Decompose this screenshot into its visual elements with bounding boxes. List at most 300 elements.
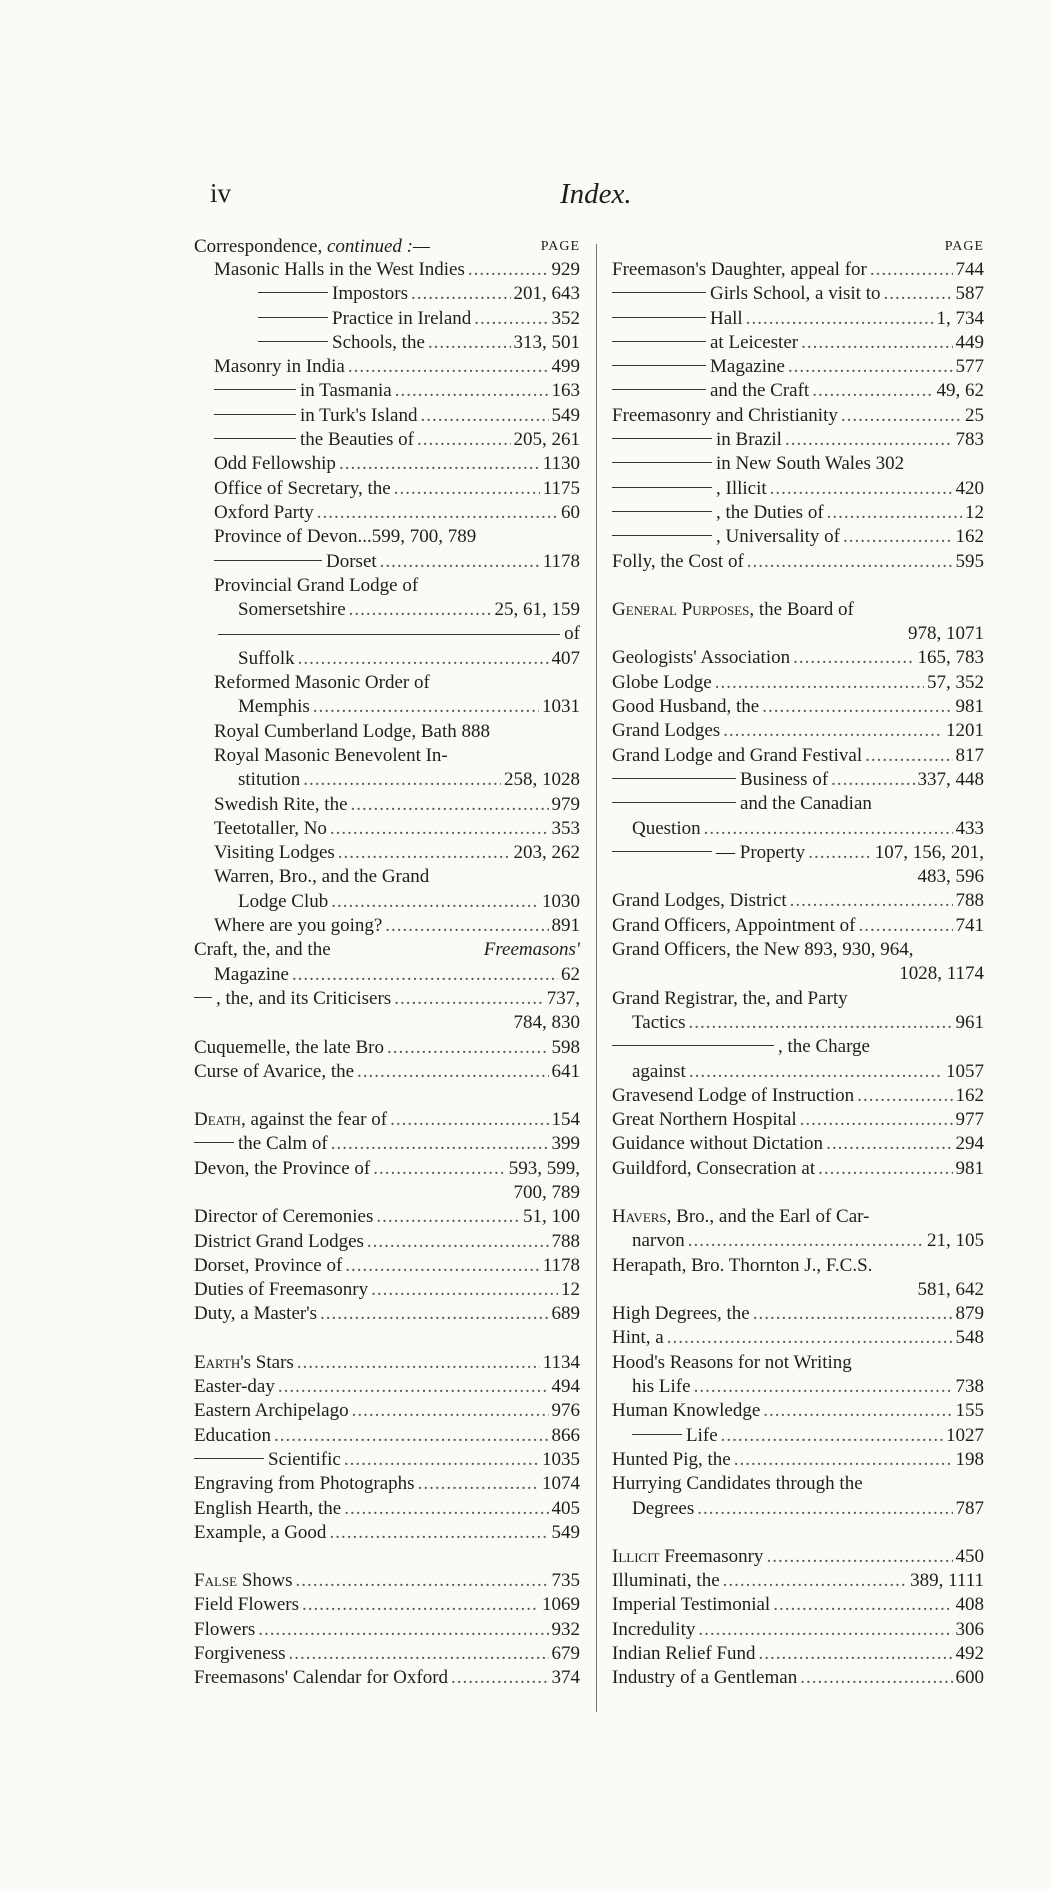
entry-text: Good Husband, the (612, 696, 760, 718)
index-entry (612, 768, 984, 792)
dot-leader (349, 598, 492, 622)
entry-text: Cuquemelle, the late Bro (194, 1036, 384, 1058)
entry-text: Royal Cumberland Lodge, Bath 888 (214, 720, 490, 742)
entry-page: 1031 (542, 696, 580, 718)
index-entry (612, 452, 984, 476)
index-entry (194, 1642, 580, 1666)
index-entry (194, 1230, 580, 1254)
dot-leader (351, 793, 549, 817)
index-entry (612, 671, 984, 695)
entry-text: Eastern Archipelago (194, 1400, 349, 1422)
entry-text: Grand Officers, the New 893, 930, 964, (612, 939, 914, 961)
entry-page: 352 (551, 307, 580, 329)
entry-text: Hall (612, 307, 743, 331)
index-entry (612, 1666, 984, 1690)
entry-page: 932 (551, 1618, 580, 1640)
dot-leader (468, 258, 549, 282)
entry-page: 201, 643 (513, 283, 580, 305)
dot-leader (818, 1157, 952, 1181)
dot-leader (331, 1132, 549, 1156)
index-entry (194, 695, 580, 719)
entry-page: 1175 (542, 477, 580, 499)
entry-page: 1074 (542, 1473, 580, 1495)
entry-text: Teetotaller, No (214, 817, 327, 839)
page-label: PAGE (944, 239, 984, 254)
index-entry (194, 1472, 580, 1496)
entry-page: 679 (551, 1643, 580, 1665)
dot-leader (394, 477, 540, 501)
entry-page: 788 (955, 890, 984, 912)
dot-leader (418, 1472, 539, 1496)
dot-leader (883, 282, 952, 306)
entry-text: Freemasons' Calendar for Oxford (194, 1667, 449, 1689)
index-entry (612, 379, 984, 403)
entry-text: in Turk's Island (214, 404, 417, 428)
entry-text: Where are you going? (214, 915, 383, 937)
dot-leader (667, 1326, 953, 1350)
column-header (194, 236, 580, 258)
index-entry (612, 477, 984, 501)
dot-leader (689, 1060, 943, 1084)
entry-page: 57, 352 (927, 671, 984, 693)
entry-page: 165, 783 (917, 647, 984, 669)
entry-text: Duties of Freemasonry (194, 1279, 369, 1301)
ditto-dash (612, 851, 712, 852)
entry-text: narvon (632, 1230, 685, 1252)
entry-text: Business of (612, 768, 828, 792)
entry-page: 353 (551, 817, 580, 839)
ditto-dash (214, 438, 296, 439)
entry-text: Earth's Stars (194, 1351, 294, 1373)
dot-leader (296, 1569, 549, 1593)
entry-text: and the Craft (612, 379, 809, 403)
entry-text: Degrees (632, 1497, 695, 1519)
entry-page: 306 (955, 1618, 984, 1640)
index-entry (612, 550, 984, 574)
dot-leader (357, 1060, 548, 1084)
index-entry (612, 1302, 984, 1326)
entry-text: Warren, Bro., and the Grand (214, 866, 430, 888)
dot-leader (345, 1254, 539, 1278)
entry-text: Industry of a Gentleman (612, 1667, 798, 1689)
entry-text: and the Canadian (612, 792, 872, 816)
ditto-dash (612, 389, 706, 390)
dot-leader (788, 355, 953, 379)
index-entry (612, 1278, 984, 1302)
entry-page: 205, 261 (513, 429, 580, 451)
entry-page: 879 (955, 1303, 984, 1325)
index-entry (194, 258, 580, 282)
index-entry (612, 987, 984, 1011)
index-entry (194, 817, 580, 841)
entry-text: Forgiveness (194, 1643, 286, 1665)
index-entry (612, 889, 984, 913)
entry-text: Somersetshire (238, 599, 346, 621)
entry-text: Devon, the Province of (194, 1157, 371, 1179)
dot-leader (348, 355, 549, 379)
entry-page: 548 (955, 1327, 984, 1349)
entry-page: 598 (551, 1036, 580, 1058)
dot-leader (373, 1157, 506, 1181)
dot-leader (801, 331, 952, 355)
entry-page: 294 (955, 1133, 984, 1155)
entry-page: 21, 105 (927, 1230, 984, 1252)
index-entry (612, 1497, 984, 1521)
index-entry (194, 744, 580, 768)
entry-text: Freemason's Daughter, appeal for (612, 259, 867, 280)
entry-page: 735 (551, 1570, 580, 1592)
ditto-dash (612, 511, 712, 512)
index-entry (194, 963, 580, 987)
entry-text: Magazine (612, 355, 785, 379)
dot-leader (766, 1545, 952, 1569)
dot-leader (697, 1497, 952, 1521)
entry-page: 1201 (946, 720, 984, 742)
index-entry (612, 1472, 984, 1496)
index-column-left (194, 236, 580, 1691)
entry-page: 62 (561, 963, 580, 985)
index-entry (612, 1060, 984, 1084)
index-entry (194, 1593, 580, 1617)
entry-text: Guildford, Consecration at (612, 1157, 816, 1179)
index-entry (194, 1011, 580, 1035)
entry-page: 494 (551, 1376, 580, 1398)
index-entry (612, 525, 984, 549)
index-entry (612, 817, 984, 841)
index-entry (194, 331, 580, 355)
page-number: iv (210, 178, 232, 208)
entry-page: 155 (955, 1400, 984, 1422)
index-entry (194, 914, 580, 938)
index-entry (612, 841, 984, 865)
entry-page: 866 (551, 1424, 580, 1446)
index-entry (194, 428, 580, 452)
dot-leader (297, 1351, 540, 1375)
entry-text: Indian Relief Fund (612, 1643, 756, 1665)
dot-leader (858, 914, 952, 938)
entry-page: 1178 (542, 1254, 580, 1276)
entry-page: 499 (551, 356, 580, 378)
entry-text: against (632, 1060, 686, 1082)
index-entry (194, 1254, 580, 1278)
dot-leader (292, 963, 558, 987)
entry-text: Dorset, Province of (194, 1254, 343, 1276)
entry-page: 25, 61, 159 (494, 599, 580, 621)
entry-page: 1057 (946, 1060, 984, 1082)
index-entry (612, 307, 984, 331)
index-entry (612, 1618, 984, 1642)
ditto-dash (612, 341, 706, 342)
index-entry (612, 1569, 984, 1593)
entry-text: Royal Masonic Benevolent In- (214, 744, 448, 766)
index-entry (612, 1593, 984, 1617)
entry-page: 744 (955, 259, 984, 280)
dot-leader (843, 525, 952, 549)
dot-leader (694, 1375, 953, 1399)
dot-leader (857, 1084, 952, 1108)
dot-leader (721, 1424, 943, 1448)
entry-text: Great Northern Hospital (612, 1109, 797, 1131)
entry-page: 198 (955, 1448, 984, 1470)
entry-text: Globe Lodge (612, 671, 712, 693)
index-entry (612, 1351, 984, 1375)
index-entry (194, 622, 580, 646)
section-gap (194, 1084, 580, 1108)
entry-page: 737, (546, 987, 580, 1009)
ditto-dash (214, 560, 322, 561)
entry-text: Duty, a Master's (194, 1303, 318, 1325)
entry-page: 449 (955, 331, 984, 353)
entry-page: 549 (551, 1521, 580, 1543)
ditto-dash (612, 292, 706, 293)
dot-leader (689, 1011, 953, 1035)
entry-text: Human Knowledge (612, 1400, 761, 1422)
ditto-dash (612, 802, 736, 803)
entry-page: 600 (955, 1667, 984, 1689)
entry-text: Question (632, 817, 701, 839)
index-entry (612, 792, 984, 816)
entry-text: 978, 1071 (908, 623, 984, 645)
dot-leader (411, 282, 511, 306)
entry-text: Curse of Avarice, the (194, 1060, 355, 1082)
ditto-dash (258, 317, 328, 318)
entry-page: 788 (551, 1230, 580, 1252)
dot-leader (841, 404, 962, 428)
entry-page: 977 (955, 1109, 984, 1131)
entry-text: Memphis (238, 696, 310, 718)
index-entry (612, 914, 984, 938)
entry-page: 389, 1111 (910, 1570, 984, 1592)
entry-page: 587 (955, 283, 984, 305)
index-entry (194, 1375, 580, 1399)
dot-leader (688, 1229, 924, 1253)
entry-text: Oxford Party (214, 501, 314, 523)
index-entry (194, 355, 580, 379)
dot-leader (278, 1375, 549, 1399)
entry-text: Example, a Good (194, 1521, 327, 1543)
dot-leader (339, 452, 540, 476)
page-label: PAGE (540, 239, 580, 254)
dot-leader (298, 647, 549, 671)
index-entry (612, 1545, 984, 1569)
index-entry (194, 1157, 580, 1181)
dot-leader (428, 331, 511, 355)
entry-text: Province of Devon...599, 700, 789 (214, 526, 477, 548)
index-entry (194, 647, 580, 671)
ditto-dash (612, 438, 712, 439)
column-header (612, 236, 984, 258)
entry-text: his Life (632, 1376, 691, 1398)
index-entry (612, 1108, 984, 1132)
index-entry (194, 452, 580, 476)
ditto-dash (258, 292, 328, 293)
index-entry (612, 501, 984, 525)
dot-leader (376, 1205, 520, 1229)
entry-text: Girls School, a visit to (612, 282, 880, 306)
entry-page: 979 (551, 793, 580, 815)
index-entry (612, 1011, 984, 1035)
entry-page: 1030 (542, 890, 580, 912)
index-entry (194, 1132, 580, 1156)
index-entry (612, 1375, 984, 1399)
entry-text: High Degrees, the (612, 1303, 750, 1325)
entry-page: 981 (955, 1157, 984, 1179)
dot-leader (698, 1618, 952, 1642)
entry-text: Easter-day (194, 1376, 275, 1398)
entry-page: 783 (955, 429, 984, 451)
dot-leader (734, 1448, 953, 1472)
entry-text: , the, and its Criticisers (194, 987, 391, 1011)
dot-leader (759, 1642, 953, 1666)
entry-page: 162 (955, 526, 984, 548)
continued-heading: Correspondence, continued :— (194, 236, 430, 257)
entry-text: Illuminati, the (612, 1570, 720, 1592)
entry-text: Imperial Testimonial (612, 1594, 771, 1616)
entry-page: 1069 (542, 1594, 580, 1616)
entry-text: 784, 830 (513, 1012, 580, 1034)
entry-text: 483, 596 (917, 866, 984, 888)
dot-leader (330, 817, 549, 841)
index-entry (194, 477, 580, 501)
entry-page: 929 (551, 259, 580, 280)
index-entry (612, 1642, 984, 1666)
dot-leader (827, 501, 962, 525)
entry-page: 51, 100 (523, 1206, 580, 1228)
index-entry (612, 404, 984, 428)
index-entry (612, 1035, 984, 1059)
index-entry (612, 1448, 984, 1472)
index-entry (612, 962, 984, 986)
dot-leader (338, 841, 511, 865)
dot-leader (329, 1521, 548, 1545)
index-entry (194, 987, 580, 1011)
page-header (210, 178, 990, 218)
ditto-dash (258, 341, 328, 342)
dot-leader (394, 987, 544, 1011)
dot-leader (474, 307, 548, 331)
ditto-dash (612, 487, 712, 488)
entry-page: 407 (551, 647, 580, 669)
index-entry (194, 1181, 580, 1205)
entry-text: False Shows (194, 1570, 293, 1592)
entry-page: 1035 (542, 1448, 580, 1470)
index-entry (194, 1060, 580, 1084)
ditto-dash (194, 1458, 264, 1459)
ditto-dash (194, 997, 212, 998)
entry-text: Guidance without Dictation (612, 1133, 824, 1155)
entry-page: 1027 (946, 1424, 984, 1446)
entry-page: 961 (955, 1011, 984, 1033)
index-entry (194, 1569, 580, 1593)
entry-page: 641 (551, 1060, 580, 1082)
index-entry (194, 598, 580, 622)
index-entry (194, 1666, 580, 1690)
index-entry (612, 1205, 984, 1229)
dot-leader (723, 1569, 907, 1593)
index-entry (612, 331, 984, 355)
dot-leader (258, 1618, 548, 1642)
entry-text: Visiting Lodges (214, 842, 335, 864)
entry-page: 420 (955, 477, 984, 499)
entry-page: 408 (955, 1594, 984, 1616)
entry-text: 1028, 1174 (899, 963, 984, 985)
index-entry (194, 1399, 580, 1423)
entry-text: Director of Ceremonies (194, 1206, 374, 1228)
dot-leader (865, 744, 952, 768)
dot-leader (331, 890, 539, 914)
entry-text: Life (632, 1424, 718, 1448)
entry-text: the Calm of (194, 1132, 328, 1156)
entry-page: 593, 599, (508, 1157, 580, 1179)
entry-text: Hurrying Candidates through the (612, 1473, 863, 1495)
ditto-dash (214, 414, 296, 415)
entry-page: 595 (955, 550, 984, 572)
index-entry (612, 355, 984, 379)
ditto-dash (612, 317, 706, 318)
dot-leader (371, 1278, 558, 1302)
entry-text: the Beauties of (214, 428, 414, 452)
entry-text: Hood's Reasons for not Writing (612, 1351, 852, 1373)
dot-leader (763, 1399, 952, 1423)
entry-text: in New South Wales 302 (612, 452, 904, 476)
entry-page: 399 (551, 1133, 580, 1155)
index-entry (194, 1302, 580, 1326)
dot-leader (746, 307, 934, 331)
entry-text: — Property (612, 841, 805, 865)
entry-text: Hunted Pig, the (612, 1448, 731, 1470)
dot-leader (302, 1593, 539, 1617)
entry-text: of (564, 623, 580, 645)
index-entry (194, 1448, 580, 1472)
entry-text: Lodge Club (238, 890, 329, 912)
dot-leader (715, 671, 924, 695)
index-entry (194, 865, 580, 889)
index-entry (612, 1424, 984, 1448)
index-entry (194, 282, 580, 306)
entry-page: 549 (551, 404, 580, 426)
ditto-dash (214, 389, 296, 390)
index-entry (612, 622, 984, 646)
dot-leader (367, 1230, 549, 1254)
dot-leader (387, 1036, 549, 1060)
entry-text: Impostors (258, 282, 408, 306)
entry-page: 1130 (542, 453, 580, 475)
entry-page: 203, 262 (513, 842, 580, 864)
entry-page: 450 (955, 1545, 984, 1567)
entry-text: Masonry in India (214, 356, 345, 378)
index-entry (194, 768, 580, 792)
entry-page: 374 (551, 1667, 580, 1689)
dot-leader (831, 768, 914, 792)
entry-page: 337, 448 (917, 768, 984, 790)
entry-text: District Grand Lodges (194, 1230, 364, 1252)
entry-page: 25 (965, 404, 984, 426)
entry-text: Suffolk (238, 647, 295, 669)
index-entry (612, 1399, 984, 1423)
entry-text: Odd Fellowship (214, 453, 336, 475)
entry-text: Herapath, Bro. Thornton J., F.C.S. (612, 1254, 873, 1276)
index-entry (194, 1108, 580, 1132)
entry-page: 60 (561, 501, 580, 523)
entry-page: 313, 501 (513, 331, 580, 353)
entry-page: 258, 1028 (504, 769, 580, 791)
entry-page: 976 (551, 1400, 580, 1422)
index-entry (612, 1132, 984, 1156)
dot-leader (385, 914, 548, 938)
entry-page: 741 (955, 914, 984, 936)
dot-leader (800, 1666, 952, 1690)
entry-text: Gravesend Lodge of Instruction (612, 1084, 855, 1106)
